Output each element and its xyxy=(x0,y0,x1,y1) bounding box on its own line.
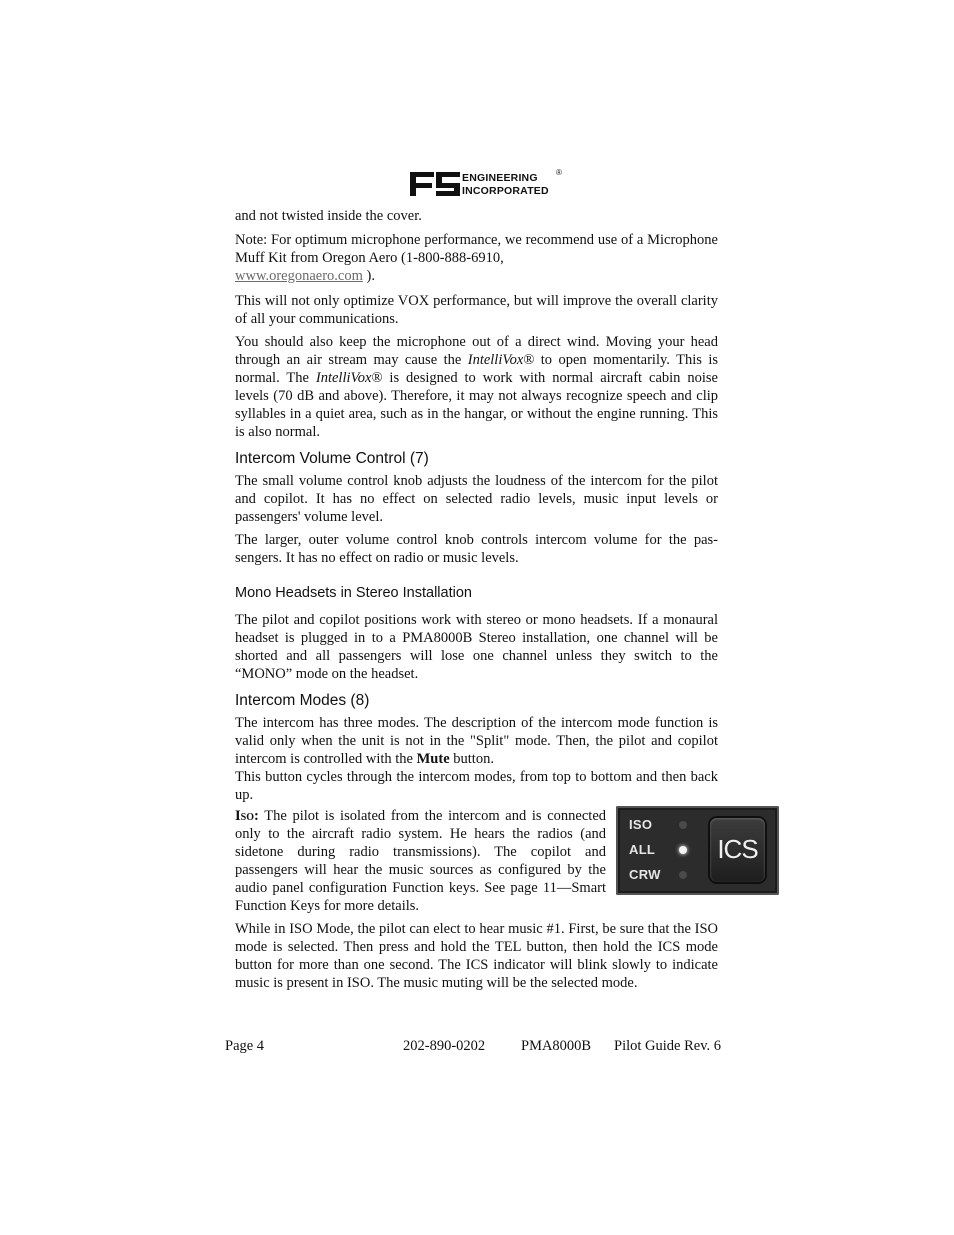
iso-text: The pilot is isolated from the intercom and is connected only to the aircraft radio system. He hears the radios (and sidetone during radio transmissions). The copilot and passengers will hear the music sources as configured by the audio panel configuration Function keys. See page 11—Smart Function Keys for more details. xyxy=(235,808,606,914)
heading-mono-headsets: Mono Headsets in Stereo Installation xyxy=(235,585,472,601)
wind-text-b: ® to open momentarily. This is normal. The xyxy=(235,352,718,386)
paragraph-iso xyxy=(235,807,606,915)
heading-intercom-modes: Intercom Modes (8) xyxy=(235,692,370,709)
paragraph-wind xyxy=(235,333,718,441)
mic-note-close: ). xyxy=(362,268,375,284)
mute-term: Mute xyxy=(416,751,450,767)
iso-led-indicator xyxy=(679,821,687,829)
paragraph-mono: The pilot and copilot positions work with stereo or mono headsets. If a monaural headset is plugged in to a PMA8000B Stereo installation, one channel will be shorted and all passengers will lose one channel unless they switch to the “MONO” mode on the headset. xyxy=(235,612,718,682)
company-logo xyxy=(410,168,566,200)
footer-guide-rev: Pilot Guide Rev. 6 xyxy=(614,1038,722,1054)
modes-intro-text: The intercom has three modes. The description of the intercom mode function is valid only when the unit is not in the "Split" mode. Then, the pilot and copilot intercom is controlled with the xyxy=(235,715,718,767)
mode-label-iso: ISO xyxy=(629,817,653,832)
intellivox-term: IntelliVox xyxy=(315,370,372,386)
intercom-mode-panel xyxy=(616,806,779,895)
logo-line-engineering: ENGINEERING xyxy=(462,172,538,184)
modes-intro-end: button. xyxy=(449,751,494,767)
footer-model: PMA8000B xyxy=(521,1038,592,1054)
mode-label-crw: CRW xyxy=(629,867,661,882)
paragraph-cover: and not twisted inside the cover. xyxy=(235,208,422,224)
footer-phone: 202-890-0202 xyxy=(403,1038,486,1054)
ics-button-label: ICS xyxy=(717,834,758,864)
wind-text-a: You should also keep the microphone out of a direct wind. Moving your head through an air stream may cause the xyxy=(235,334,718,368)
heading-intercom-volume: Intercom Volume Control (7) xyxy=(235,450,429,467)
wind-text-c: ® is designed to work with normal aircraft cabin noise levels (70 dB and above). Therefore, it may not always recognize speech and clip syllables in a quiet area, such as in the hangar, or without the engine running. This is also normal. xyxy=(235,370,718,440)
ics-button[interactable] xyxy=(710,818,765,882)
mode-label-all: ALL xyxy=(629,842,656,857)
paragraph-large-knob: The larger, outer volume control knob controls intercom volume for the passengers. It has no effect on radio or music levels. xyxy=(235,532,718,566)
footer-page-number: Page 4 xyxy=(225,1038,265,1054)
paragraph-small-knob: The small volume control knob adjusts the loudness of the intercom for the pilot and copilot. It has no effect on selected radio levels, music input levels or passengers' volume level. xyxy=(235,473,718,525)
paragraph-iso-music: While in ISO Mode, the pilot can elect to hear music #1. First, be sure that the ISO mode is selected. Then press and hold the TEL button, then hold the ICS mode button for more than one second. The ICS indicator will blink slowly to indicate music is present in ISO. The music muting will be the selected mode. xyxy=(235,921,718,991)
ps-logo-mark-icon xyxy=(410,169,460,199)
paragraph-modes-intro xyxy=(235,714,718,768)
crw-led-indicator xyxy=(679,871,687,879)
paragraph-mic-note xyxy=(235,231,718,285)
all-led-indicator xyxy=(679,846,687,854)
oregon-aero-link[interactable]: www.oregonaero.com xyxy=(235,268,363,284)
paragraph-cycle: This button cycles through the intercom modes, from top to bottom and then back up. xyxy=(235,769,718,803)
logo-line-incorporated: INCORPORATED xyxy=(462,185,549,197)
paragraph-vox-clarity: This will not only optimize VOX performance, but will improve the overall clarity of all your communications. xyxy=(235,293,718,327)
intellivox-term: IntelliVox xyxy=(467,352,524,368)
mic-note-text: Note: For optimum microphone performance, we recommend use of a Microphone Muff Kit from Oregon Aero (1-800-888-6910, xyxy=(235,232,718,266)
registered-mark: ® xyxy=(556,168,562,177)
iso-label: Iso: xyxy=(235,808,259,824)
